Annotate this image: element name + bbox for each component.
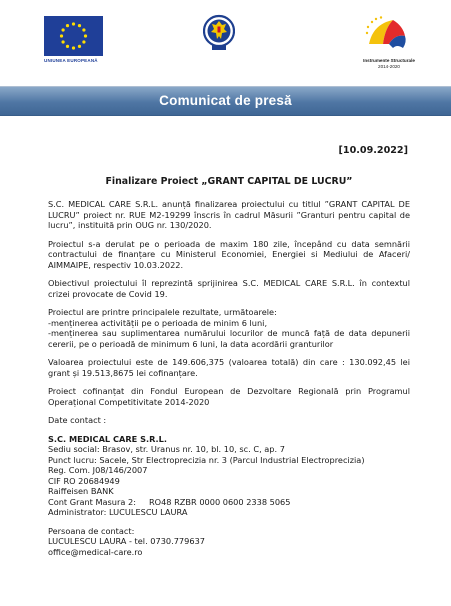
document-date: [10.09.2022]: [338, 145, 408, 156]
document-title: Finalizare Proiect „GRANT CAPITAL DE LUCRU”: [105, 176, 353, 187]
structural-instruments-logo-icon: [363, 14, 411, 56]
grant-account: Cont Grant Masura 2: RO48 RZBR 0000 0600 2338 5065: [48, 496, 291, 507]
banner-title: Comunicat de presă: [159, 93, 292, 108]
result-item: -menținerea sau suplimentarea numărului locurilor de muncă față de data depunerii cererii, pe o perioadă de minimum 6 luni, la data acordării granturilor: [48, 328, 410, 349]
contact-person-heading: Persoana de contact:: [48, 525, 135, 536]
cofinance-paragraph: Proiect cofinanțat din Fondul European de Dezvoltare Regională prin Programul Operațional Competitivitate 2014-2020: [48, 386, 410, 407]
eu-caption: UNIUNEA EUROPEANĂ: [44, 58, 98, 63]
logo-header: [0, 0, 451, 80]
company-cif: CIF RO 20684949: [48, 475, 120, 486]
romanian-government-emblem-icon: [203, 14, 235, 52]
intro-paragraph: S.C. MEDICAL CARE S.R.L. anunță finalizarea proiectului cu titlul ”GRANT CAPITAL DE LUCRU” proiect nr. RUE M2-19299 înscris în cadrul Măsurii ”Granturi pentru capital de lucru”, instituită prin OUG nr. 130/2020.: [48, 199, 410, 230]
document-body: [48, 144, 410, 557]
contact-heading: Date contact :: [48, 415, 107, 425]
company-bank: Raiffeisen BANK: [48, 486, 114, 496]
duration-paragraph: Proiectul s-a derulat pe o perioada de maxim 180 zile, începând cu data semnării contractului de finanțare cu Ministerul Economiei, Energiei si Mediului de Afaceri/ AIMMAIPE, respectiv 10.03.2022.: [48, 238, 410, 270]
press-release-banner: [0, 86, 451, 116]
company-name: S.C. MEDICAL CARE S.R.L.: [48, 433, 167, 444]
company-registration: Reg. Com. J08/146/2007: [48, 465, 148, 475]
objective-paragraph: Obiectivul proiectului îl reprezintă sprijinirea S.C. MEDICAL CARE S.R.L. în contextul crizei provocate de Covid 19.: [48, 278, 410, 299]
contact-email: office@medical-care.ro: [48, 546, 143, 557]
contact-person: LUCULESCU LAURA - tel. 0730.779637: [48, 536, 205, 546]
is-caption-title: Instrumente Structurale: [363, 58, 415, 63]
eu-flag-icon: [44, 16, 103, 56]
results-intro: Proiectul are printre principalele rezultate, următoarele:: [48, 307, 277, 317]
result-item: -menținerea activității pe o perioada de minim 6 luni,: [48, 317, 268, 328]
company-workpoint: Punct lucru: Sacele, Str Electroprecizia nr. 3 (Parcul Industrial Electroprecizia): [48, 454, 365, 465]
is-caption-years: 2014-2020: [378, 64, 400, 69]
company-address: Sediu social: Brasov, str. Uranus nr. 10, bl. 10, sc. C, ap. 7: [48, 444, 285, 454]
structural-instruments-caption: [354, 58, 424, 70]
company-administrator: Administrator: LUCULESCU LAURA: [48, 507, 188, 517]
value-paragraph: Valoarea proiectului este de 149.606,375 (valoarea totală) din care : 130.092,45 lei grant și 19.513,8675 lei cofinanțare.: [48, 357, 410, 378]
